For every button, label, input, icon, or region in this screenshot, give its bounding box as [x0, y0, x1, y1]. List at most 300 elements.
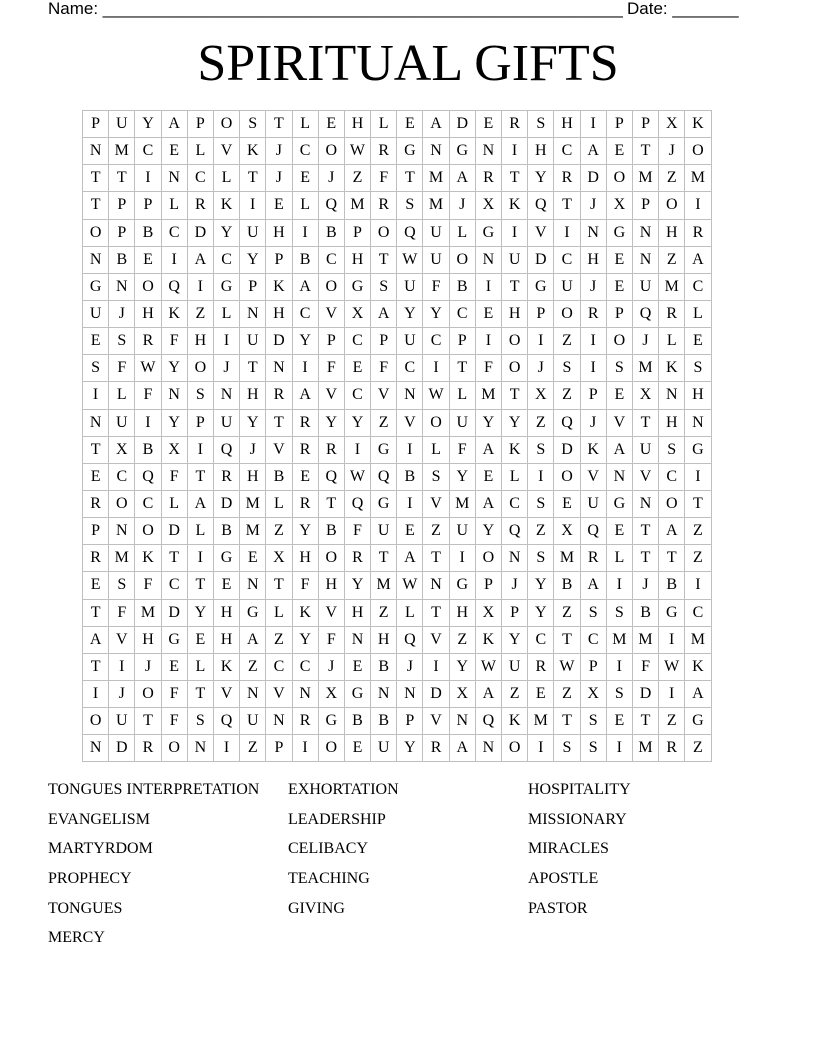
grid-cell: I [292, 355, 318, 382]
grid-cell: N [475, 246, 501, 273]
grid-cell: N [632, 490, 658, 517]
grid-cell: I [83, 680, 109, 707]
grid-cell: D [187, 219, 213, 246]
grid-cell: R [659, 300, 685, 327]
grid-cell: S [187, 708, 213, 735]
grid-cell: L [187, 138, 213, 165]
grid-cell: S [606, 355, 632, 382]
grid-cell: A [292, 382, 318, 409]
grid-cell: F [318, 626, 344, 653]
grid-row [83, 273, 712, 300]
grid-cell: A [449, 165, 475, 192]
grid-cell: W [344, 463, 370, 490]
grid-cell: J [449, 192, 475, 219]
grid-cell: C [685, 599, 711, 626]
grid-cell: Y [292, 626, 318, 653]
worksheet-header [48, 0, 748, 22]
grid-cell: E [606, 246, 632, 273]
grid-cell: N [632, 246, 658, 273]
grid-cell: O [423, 409, 449, 436]
grid-cell: Q [318, 192, 344, 219]
grid-row [83, 680, 712, 707]
grid-cell: N [685, 409, 711, 436]
grid-cell: S [187, 382, 213, 409]
grid-cell: E [606, 273, 632, 300]
grid-cell: S [397, 192, 423, 219]
grid-cell: C [659, 463, 685, 490]
grid-cell: M [632, 355, 658, 382]
grid-cell: R [318, 436, 344, 463]
grid-cell: Y [292, 328, 318, 355]
grid-cell: M [344, 192, 370, 219]
grid-cell: S [528, 111, 554, 138]
grid-cell: G [397, 138, 423, 165]
grid-cell: M [632, 626, 658, 653]
grid-cell: D [109, 735, 135, 762]
grid-cell: G [318, 708, 344, 735]
grid-cell: U [632, 273, 658, 300]
grid-cell: T [161, 545, 187, 572]
grid-cell: C [554, 246, 580, 273]
grid-cell: P [371, 328, 397, 355]
grid-cell: U [449, 409, 475, 436]
grid-cell: K [502, 436, 528, 463]
grid-cell: B [344, 708, 370, 735]
grid-cell: G [685, 708, 711, 735]
grid-cell: O [318, 545, 344, 572]
grid-cell: O [135, 518, 161, 545]
grid-cell: X [528, 382, 554, 409]
grid-cell: T [240, 165, 266, 192]
grid-row [83, 490, 712, 517]
grid-cell: N [632, 219, 658, 246]
grid-cell: F [371, 165, 397, 192]
grid-cell: V [632, 463, 658, 490]
grid-cell: O [449, 246, 475, 273]
grid-cell: K [292, 599, 318, 626]
grid-cell: P [606, 111, 632, 138]
grid-cell: P [109, 192, 135, 219]
grid-cell: R [371, 192, 397, 219]
grid-cell: P [475, 572, 501, 599]
grid-cell: H [449, 599, 475, 626]
grid-cell: V [423, 490, 449, 517]
grid-cell: R [371, 138, 397, 165]
grid-cell: S [371, 273, 397, 300]
grid-cell: S [580, 599, 606, 626]
grid-cell: U [423, 219, 449, 246]
grid-cell: O [83, 219, 109, 246]
grid-cell: B [371, 708, 397, 735]
word-list-item: TONGUES [48, 899, 123, 917]
grid-cell: P [606, 300, 632, 327]
grid-cell: K [685, 653, 711, 680]
word-list-item: MARTYRDOM [48, 840, 153, 858]
grid-cell: Z [554, 382, 580, 409]
grid-cell: Y [240, 409, 266, 436]
grid-cell: S [423, 463, 449, 490]
grid-cell: O [554, 463, 580, 490]
grid-cell: Z [449, 626, 475, 653]
grid-cell: D [161, 599, 187, 626]
grid-row [83, 735, 712, 762]
grid-cell: B [135, 219, 161, 246]
grid-cell: C [449, 300, 475, 327]
grid-cell: E [240, 545, 266, 572]
grid-cell: Z [685, 735, 711, 762]
grid-cell: J [109, 300, 135, 327]
grid-cell: C [344, 328, 370, 355]
grid-cell: H [502, 300, 528, 327]
grid-row [83, 708, 712, 735]
grid-cell: P [109, 219, 135, 246]
grid-cell: M [685, 626, 711, 653]
grid-cell: C [580, 626, 606, 653]
grid-cell: U [240, 708, 266, 735]
grid-cell: O [135, 680, 161, 707]
grid-cell: I [475, 328, 501, 355]
grid-cell: H [266, 300, 292, 327]
grid-cell: Y [423, 300, 449, 327]
grid-cell: N [83, 246, 109, 273]
grid-cell: T [502, 382, 528, 409]
grid-cell: T [83, 653, 109, 680]
grid-cell: N [109, 273, 135, 300]
grid-cell: F [109, 355, 135, 382]
grid-cell: O [318, 735, 344, 762]
grid-cell: L [371, 111, 397, 138]
word-list-item: EXHORTATION [288, 781, 399, 798]
grid-cell: Z [659, 165, 685, 192]
grid-cell: M [371, 572, 397, 599]
grid-cell: A [475, 436, 501, 463]
grid-cell: K [475, 626, 501, 653]
grid-cell: O [502, 328, 528, 355]
grid-cell: M [423, 165, 449, 192]
grid-cell: I [659, 626, 685, 653]
grid-cell: T [83, 436, 109, 463]
grid-cell: L [161, 192, 187, 219]
grid-cell: M [659, 273, 685, 300]
grid-cell: E [344, 653, 370, 680]
grid-cell: T [632, 708, 658, 735]
grid-cell: M [109, 545, 135, 572]
grid-cell: P [528, 300, 554, 327]
grid-cell: C [502, 490, 528, 517]
grid-cell: H [266, 219, 292, 246]
grid-cell: A [659, 518, 685, 545]
grid-cell: F [449, 436, 475, 463]
grid-cell: T [502, 273, 528, 300]
grid-cell: C [161, 572, 187, 599]
grid-cell: L [659, 328, 685, 355]
grid-cell: L [685, 300, 711, 327]
grid-cell: G [213, 545, 239, 572]
grid-cell: I [187, 436, 213, 463]
grid-cell: L [213, 300, 239, 327]
grid-cell: Q [344, 490, 370, 517]
grid-cell: I [685, 463, 711, 490]
grid-cell: R [83, 545, 109, 572]
grid-cell: H [240, 382, 266, 409]
grid-cell: W [344, 138, 370, 165]
grid-cell: J [318, 653, 344, 680]
grid-cell: Z [371, 409, 397, 436]
grid-cell: P [397, 708, 423, 735]
grid-cell: T [632, 545, 658, 572]
grid-cell: B [213, 518, 239, 545]
word-list-item: MERCY [48, 929, 105, 947]
grid-cell: C [554, 138, 580, 165]
grid-cell: N [292, 680, 318, 707]
grid-cell: I [83, 382, 109, 409]
grid-cell: D [213, 490, 239, 517]
grid-cell: D [554, 436, 580, 463]
grid-cell: G [449, 572, 475, 599]
grid-cell: L [213, 165, 239, 192]
grid-cell: R [135, 328, 161, 355]
grid-cell: T [266, 409, 292, 436]
grid-cell: X [161, 436, 187, 463]
grid-cell: T [554, 708, 580, 735]
grid-cell: A [292, 273, 318, 300]
grid-cell: O [161, 735, 187, 762]
grid-cell: U [502, 653, 528, 680]
grid-cell: I [161, 246, 187, 273]
grid-cell: N [213, 382, 239, 409]
grid-cell: Z [659, 708, 685, 735]
grid-row [83, 382, 712, 409]
grid-cell: S [528, 545, 554, 572]
grid-cell: I [240, 192, 266, 219]
grid-cell: X [475, 599, 501, 626]
grid-cell: Y [161, 409, 187, 436]
grid-cell: V [318, 300, 344, 327]
grid-cell: N [449, 708, 475, 735]
grid-row [83, 219, 712, 246]
grid-row [83, 111, 712, 138]
grid-cell: C [161, 219, 187, 246]
grid-cell: N [423, 572, 449, 599]
grid-cell: L [187, 518, 213, 545]
grid-cell: X [580, 680, 606, 707]
grid-cell: T [266, 111, 292, 138]
grid-cell: Y [449, 463, 475, 490]
grid-row [83, 409, 712, 436]
grid-cell: C [135, 138, 161, 165]
grid-cell: O [187, 355, 213, 382]
grid-cell: J [659, 138, 685, 165]
grid-cell: G [659, 599, 685, 626]
grid-cell: L [449, 382, 475, 409]
grid-cell: O [606, 328, 632, 355]
grid-cell: I [580, 111, 606, 138]
grid-cell: S [554, 355, 580, 382]
grid-cell: C [292, 138, 318, 165]
grid-cell: O [109, 490, 135, 517]
grid-cell: Z [266, 518, 292, 545]
grid-cell: Z [371, 599, 397, 626]
grid-cell: E [475, 111, 501, 138]
grid-cell: A [685, 246, 711, 273]
grid-cell: G [528, 273, 554, 300]
grid-cell: H [659, 219, 685, 246]
grid-cell: J [318, 165, 344, 192]
word-list-item: TONGUES INTERPRETATION [48, 781, 260, 798]
grid-cell: S [554, 735, 580, 762]
grid-cell: A [449, 735, 475, 762]
grid-cell: Y [449, 653, 475, 680]
grid-cell: J [240, 436, 266, 463]
word-list-column-3 [528, 778, 768, 926]
grid-row [83, 572, 712, 599]
grid-cell: Q [632, 300, 658, 327]
word-list-item: GIVING [288, 899, 345, 917]
word-list-column-2 [288, 778, 528, 926]
grid-cell: J [528, 355, 554, 382]
grid-cell: P [580, 382, 606, 409]
grid-cell: K [580, 436, 606, 463]
grid-cell: F [161, 708, 187, 735]
grid-cell: Z [344, 165, 370, 192]
grid-cell: H [659, 409, 685, 436]
grid-cell: I [502, 138, 528, 165]
word-list-item: PASTOR [528, 899, 588, 917]
grid-cell: Q [161, 273, 187, 300]
grid-cell: J [266, 165, 292, 192]
grid-cell: T [632, 138, 658, 165]
grid-cell: C [423, 328, 449, 355]
grid-cell: C [292, 300, 318, 327]
grid-cell: T [502, 165, 528, 192]
word-list [48, 778, 768, 958]
grid-cell: E [606, 708, 632, 735]
grid-cell: M [632, 735, 658, 762]
grid-cell: N [161, 165, 187, 192]
grid-cell: A [371, 300, 397, 327]
grid-cell: C [528, 626, 554, 653]
grid-cell: P [632, 192, 658, 219]
grid-cell: F [135, 382, 161, 409]
grid-cell: A [187, 490, 213, 517]
grid-cell: I [109, 653, 135, 680]
word-list-item: LEADERSHIP [288, 810, 386, 828]
grid-cell: I [213, 328, 239, 355]
grid-cell: A [580, 138, 606, 165]
grid-cell: N [397, 680, 423, 707]
grid-cell: U [240, 219, 266, 246]
grid-cell: Z [502, 680, 528, 707]
grid-cell: I [580, 328, 606, 355]
grid-cell: Q [371, 463, 397, 490]
grid-cell: Q [475, 708, 501, 735]
grid-cell: X [632, 382, 658, 409]
grid-cell: E [292, 165, 318, 192]
grid-cell: I [606, 572, 632, 599]
grid-cell: Q [528, 192, 554, 219]
grid-cell: E [475, 463, 501, 490]
grid-cell: H [213, 599, 239, 626]
grid-cell: R [423, 735, 449, 762]
grid-cell: I [135, 165, 161, 192]
grid-cell: H [187, 328, 213, 355]
grid-cell: X [659, 111, 685, 138]
grid-cell: W [554, 653, 580, 680]
grid-cell: N [240, 300, 266, 327]
grid-cell: W [423, 382, 449, 409]
grid-cell: T [554, 192, 580, 219]
grid-cell: C [213, 246, 239, 273]
grid-cell: C [292, 653, 318, 680]
grid-cell: T [109, 165, 135, 192]
grid-cell: U [580, 490, 606, 517]
grid-cell: Q [397, 626, 423, 653]
grid-cell: H [240, 463, 266, 490]
grid-cell: H [344, 246, 370, 273]
grid-cell: S [580, 708, 606, 735]
grid-cell: I [528, 328, 554, 355]
grid-cell: T [83, 165, 109, 192]
grid-cell: S [685, 355, 711, 382]
grid-cell: G [606, 219, 632, 246]
word-list-item: TEACHING [288, 870, 370, 888]
grid-cell: N [580, 219, 606, 246]
grid-cell: N [109, 518, 135, 545]
grid-cell: I [580, 355, 606, 382]
grid-cell: Y [213, 219, 239, 246]
grid-cell: G [240, 599, 266, 626]
grid-cell: Q [580, 518, 606, 545]
grid-cell: P [187, 111, 213, 138]
grid-cell: J [135, 653, 161, 680]
grid-cell: J [580, 192, 606, 219]
grid-cell: I [659, 680, 685, 707]
grid-cell: R [344, 545, 370, 572]
grid-cell: G [344, 273, 370, 300]
grid-cell: D [266, 328, 292, 355]
grid-cell: I [292, 219, 318, 246]
grid-cell: H [292, 545, 318, 572]
grid-cell: W [659, 653, 685, 680]
grid-cell: I [475, 273, 501, 300]
grid-cell: A [161, 111, 187, 138]
grid-cell: E [344, 355, 370, 382]
grid-cell: S [528, 436, 554, 463]
grid-cell: V [397, 409, 423, 436]
grid-cell: U [397, 328, 423, 355]
grid-cell: U [109, 708, 135, 735]
grid-cell: P [83, 518, 109, 545]
grid-cell: P [266, 246, 292, 273]
grid-cell: F [423, 273, 449, 300]
grid-cell: L [606, 545, 632, 572]
grid-cell: R [213, 463, 239, 490]
grid-cell: G [685, 436, 711, 463]
grid-cell: N [371, 680, 397, 707]
grid-cell: C [266, 653, 292, 680]
grid-row [83, 599, 712, 626]
grid-cell: I [528, 735, 554, 762]
grid-cell: E [528, 680, 554, 707]
grid-cell: X [266, 545, 292, 572]
grid-cell: V [266, 436, 292, 463]
grid-cell: J [266, 138, 292, 165]
grid-cell: C [344, 382, 370, 409]
grid-cell: B [135, 436, 161, 463]
grid-cell: C [685, 273, 711, 300]
grid-cell: T [187, 572, 213, 599]
grid-cell: R [187, 192, 213, 219]
